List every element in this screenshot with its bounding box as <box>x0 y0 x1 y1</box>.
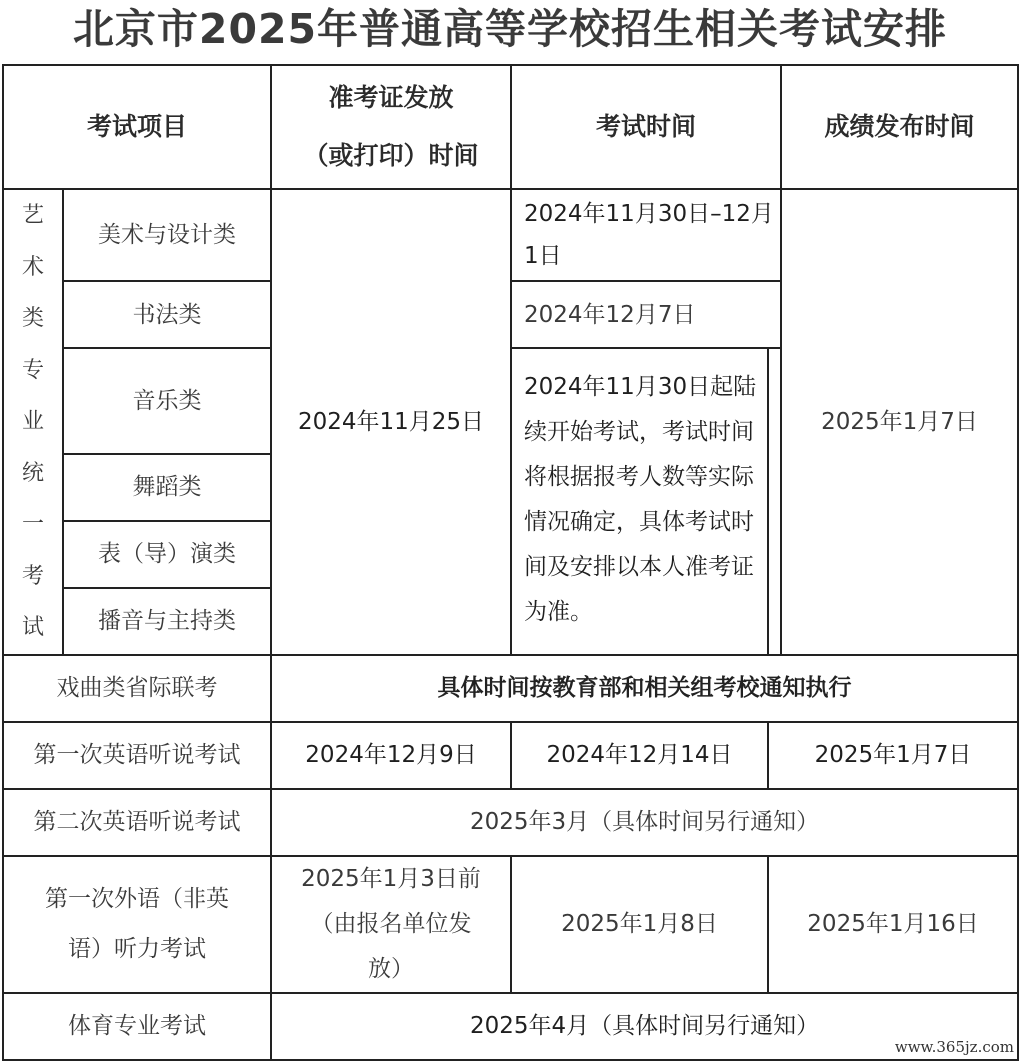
blank-cell <box>768 348 781 655</box>
art-item-name: 舞蹈类 <box>63 454 271 521</box>
page-title: 北京市2025年普通高等学校招生相关考试安排 <box>72 5 948 53</box>
row-name: 体育专业考试 <box>3 993 271 1060</box>
table-row <box>3 189 1018 281</box>
art-exam-time: 2024年12月7日 <box>511 281 781 348</box>
art-exam-time: 2024年11月30日–12月1日 <box>511 189 781 281</box>
art-shared-exam-time: 2024年11月30日起陆续开始考试，考试时间将根据报考人数等实际情况确定，具体考试时间及安排以本人准考证为准。 <box>511 348 768 655</box>
header-exam-item: 考试项目 <box>3 65 271 189</box>
art-score-time: 2025年1月7日 <box>781 189 1018 655</box>
row-name <box>3 856 271 993</box>
opera-note: 具体时间按教育部和相关组考校通知执行 <box>271 655 1018 722</box>
header-score-time: 成绩发布时间 <box>781 65 1018 189</box>
table-row <box>3 993 1018 1060</box>
header-ticket-time <box>271 65 511 189</box>
english1-score: 2025年1月7日 <box>768 722 1018 789</box>
english1-ticket: 2024年12月9日 <box>271 722 511 789</box>
english2-note: 2025年3月（具体时间另行通知） <box>271 789 1018 856</box>
art-group-label <box>3 189 63 655</box>
art-ticket-time: 2024年11月25日 <box>271 189 511 655</box>
row-name: 戏曲类省际联考 <box>3 655 271 722</box>
table-row <box>3 789 1018 856</box>
table-row <box>3 655 1018 722</box>
header-exam-time: 考试时间 <box>511 65 781 189</box>
foreign-score: 2025年1月16日 <box>768 856 1018 993</box>
header-ticket-line2: （或打印）时间 <box>303 141 479 170</box>
watermark: www.365jz.com <box>894 1038 1014 1056</box>
art-item-name: 表（导）演类 <box>63 521 271 588</box>
table-row <box>3 722 1018 789</box>
foreign-name: 第一次外语（非英语）听力考试 <box>45 886 229 962</box>
row-name: 第一次英语听说考试 <box>3 722 271 789</box>
art-item-name: 书法类 <box>63 281 271 348</box>
art-item-name: 音乐类 <box>63 348 271 454</box>
art-item-name: 美术与设计类 <box>63 189 271 281</box>
row-name: 第二次英语听说考试 <box>3 789 271 856</box>
header-ticket-line1: 准考证发放 <box>328 83 454 112</box>
art-group-text: 艺术类专业统一考试 <box>21 203 44 640</box>
art-item-name: 播音与主持类 <box>63 588 271 655</box>
foreign-exam: 2025年1月8日 <box>511 856 768 993</box>
exam-schedule-table <box>2 64 1019 1061</box>
foreign-ticket <box>271 856 511 993</box>
table-row <box>3 856 1018 993</box>
header-row <box>3 65 1018 189</box>
pe-note: 2025年4月（具体时间另行通知） <box>271 993 1018 1060</box>
foreign-ticket-text: 2025年1月3日前（由报名单位发放） <box>301 865 481 982</box>
english1-exam: 2024年12月14日 <box>511 722 768 789</box>
